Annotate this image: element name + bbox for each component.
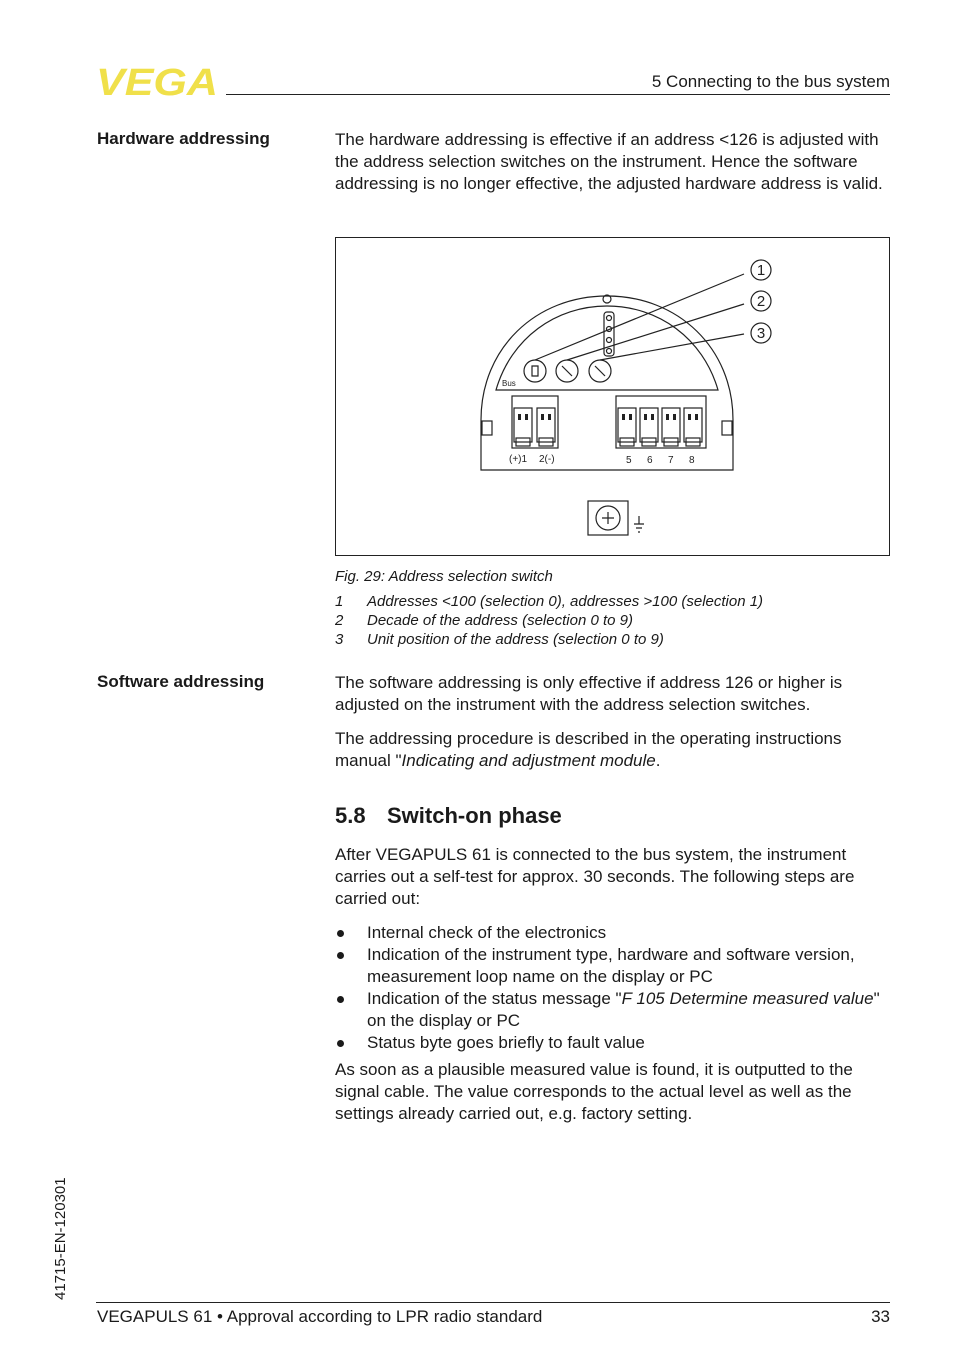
bus-label: Bus <box>502 379 516 388</box>
document-number: 41715-EN-120301 <box>52 1177 69 1300</box>
software-addressing-paragraph: The software addressing is only effective if address 126 or higher is adjusted on the instrument with the address selection switches. <box>335 673 843 714</box>
terminal-label-plus1: (+)1 <box>509 454 528 465</box>
running-header: 5 Connecting to the bus system <box>651 72 890 91</box>
section-heading <box>335 803 562 829</box>
bullet-icon <box>337 930 344 937</box>
addressing-procedure-paragraph: The addressing procedure is described in the operating instructions manual "Indicating and adjustment module. <box>335 729 842 770</box>
footer-title: VEGAPULS 61 • Approval according to LPR radio standard <box>97 1307 543 1326</box>
list-item: Status byte goes briefly to fault value <box>335 1032 895 1054</box>
bullet-icon <box>337 996 344 1003</box>
page-number: 33 <box>871 1307 890 1326</box>
terminal-label-2minus: 2(-) <box>539 454 555 465</box>
legend-text: Decade of the address (selection 0 to 9) <box>367 612 633 629</box>
address-switch-diagram <box>336 238 889 555</box>
callout-3: 3 <box>756 325 766 342</box>
switch-on-intro: After VEGAPULS 61 is connected to the bus system, the instrument carries out a self-test for approx. 30 seconds. The following steps are carried out: <box>335 845 855 908</box>
list-item: Indication of the instrument type, hardware and software version, measurement loop name on the display or PC <box>335 944 895 988</box>
logo-wordmark: VEGA <box>96 64 218 98</box>
figure-caption: Fig. 29: Address selection switch <box>335 568 553 585</box>
list-item: Indication of the status message "F 105 Determine measured value" on the display or PC <box>335 988 895 1032</box>
footer-rule <box>96 1302 890 1303</box>
legend-number: 3 <box>335 631 344 648</box>
legend-item <box>335 593 763 610</box>
header-rule <box>226 94 890 95</box>
legend-number: 2 <box>335 612 344 629</box>
list-item: Internal check of the electronics <box>335 922 895 944</box>
legend-number: 1 <box>335 593 344 610</box>
bullet-icon <box>337 1040 344 1047</box>
bullet-icon <box>337 952 344 959</box>
figure-box <box>335 237 890 556</box>
software-addressing-label: Software addressing <box>97 672 265 691</box>
self-test-steps <box>335 922 895 1054</box>
legend-item <box>335 612 633 629</box>
terminal-label-8: 8 <box>689 455 695 466</box>
section-title: Switch-on phase <box>387 803 562 828</box>
callout-2: 2 <box>756 293 766 310</box>
callout-1: 1 <box>756 262 766 279</box>
terminal-label-5: 5 <box>626 455 632 466</box>
legend-item <box>335 631 664 648</box>
vega-logo <box>96 64 220 98</box>
hardware-addressing-paragraph: The hardware addressing is effective if an address <126 is adjusted with the address selection switches on the instrument. Hence the software addressing is no longer effective, the adjusted hardware address is valid. <box>335 130 883 193</box>
closing-paragraph: As soon as a plausible measured value is found, it is outputted to the signal cable. The value corresponds to the actual level as well as the settings already carried out, e.g. factory setting. <box>335 1060 853 1123</box>
terminal-label-6: 6 <box>647 455 653 466</box>
legend-text: Addresses <100 (selection 0), addresses >100 (selection 1) <box>367 593 764 610</box>
terminal-label-7: 7 <box>668 455 674 466</box>
legend-text: Unit position of the address (selection 0 to 9) <box>367 631 664 648</box>
hardware-addressing-label: Hardware addressing <box>97 129 270 148</box>
section-number: 5.8 <box>335 803 366 828</box>
